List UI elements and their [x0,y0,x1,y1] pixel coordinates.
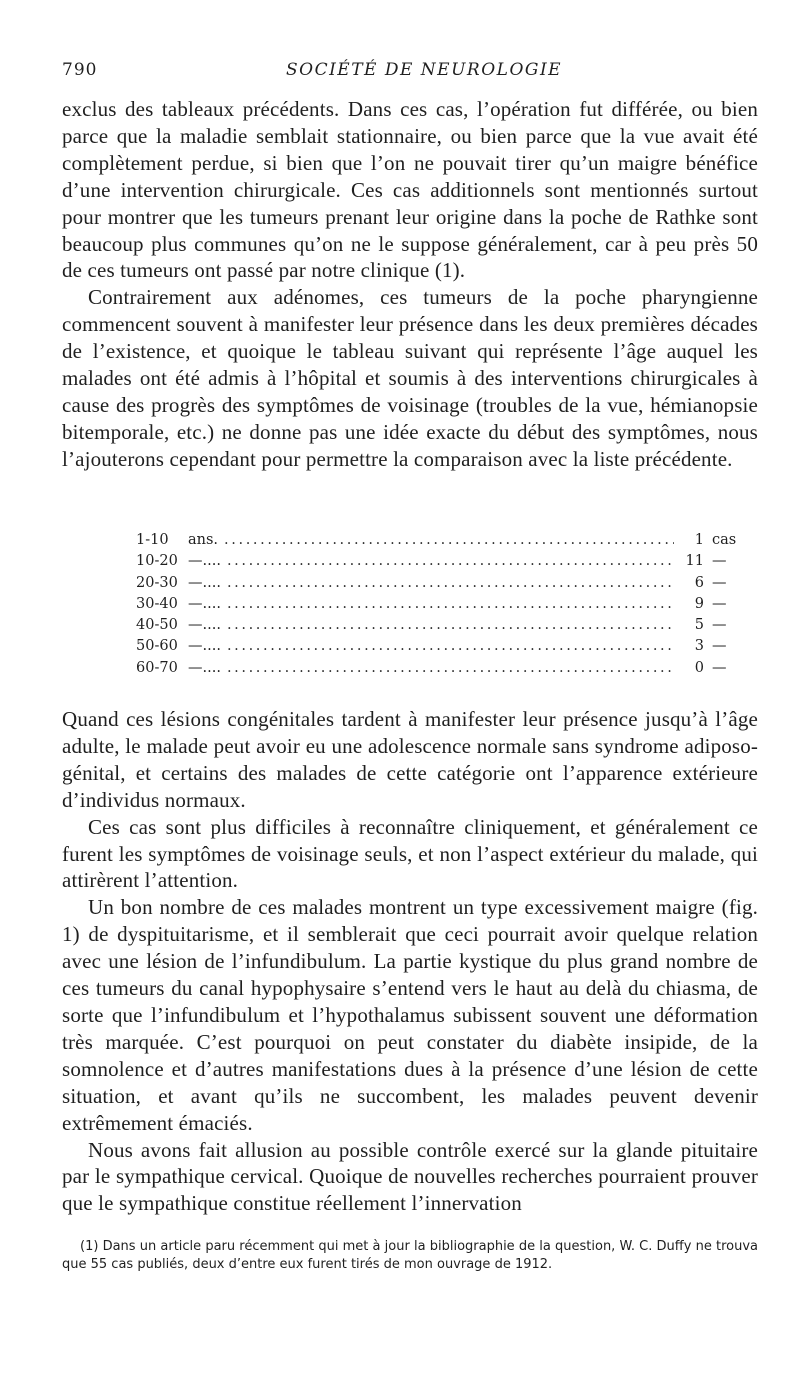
dot-leader [227,615,674,636]
table-row [136,615,756,636]
age-range: 60-70 [136,659,178,676]
case-label: cas [712,532,737,548]
case-count: 5 [694,617,704,634]
age-unit: —.... [188,617,221,634]
dot-leader [227,573,674,594]
age-range: 50-60 [136,638,178,655]
case-label: — [712,553,727,570]
age-unit: —.... [188,553,221,570]
running-title: SOCIÉTÉ DE NEUROLOGIE [286,60,563,80]
paragraph: exclus des tableaux précédents. Dans ces cas, l’opération fut différée, ou bien parce que la maladie semblait stationnaire, ou bien parce que la vue avait été complètement perdue, si bien que l’on ne pouvait tirer qu’un maigre bénéfice d’une intervention chirurgicale. Ces cas additionnels sont mentionnés surtout pour montrer que les tumeurs prenant leur origine dans la poche de Rathke sont beaucoup plus communes qu’on ne le suppose généralement, car à peu près 50 de ces tumeurs ont passé par notre clinique (1). [62,97,758,283]
dot-leader [227,594,674,615]
body-text-lower [62,706,758,1217]
table-row [136,530,756,551]
case-count: 6 [694,574,704,591]
paragraph: Ces cas sont plus difficiles à reconnaître cliniquement, et généralement ce furent les symptômes de voisinage seuls, et non l’aspect extérieur du malade, qui attirèrent l’attention. [62,814,758,893]
case-count: 1 [694,532,704,548]
case-count: 3 [694,638,704,655]
page-number: 790 [62,60,98,80]
age-unit: —.... [188,659,221,676]
dot-leader [227,551,674,572]
case-count: 11 [685,553,704,570]
table-row [136,573,756,594]
case-label: — [712,659,727,676]
table-row [136,594,756,615]
body-text-upper [62,96,758,473]
case-label: — [712,617,727,634]
table-row [136,551,756,572]
age-range: 10-20 [136,553,178,570]
age-distribution-table [136,530,756,679]
age-unit: ans. [188,532,219,548]
table-row [136,636,756,657]
age-unit: —.... [188,595,221,612]
age-unit: —.... [188,638,221,655]
paragraph: Quand ces lésions congénitales tardent à manifester leur présence jusqu’à l’âge adulte, le malade peut avoir eu une adolescence normale sans syndrome adiposo-génital, et certains des malades de cette catégorie ont l’apparence extérieure d’individus normaux. [62,707,758,812]
dot-leader [224,530,674,551]
case-label: — [712,638,727,655]
paragraph: Contrairement aux adénomes, ces tumeurs de la poche pharyngienne commencent souvent à manifester leur présence dans les deux premières décades de l’existence, et quoique le tableau suivant qui représente l’âge auquel les malades ont été admis à l’hôpital et soumis à des interventions chirurgicales à cause des progrès des symptômes de voisinage (troubles de la vue, hémianopsie bitemporale, etc.) ne donne pas une idée exacte du début des symptômes, nous l’ajouterons cependant pour permettre la comparaison avec la liste précédente. [62,285,758,471]
case-label: — [712,595,727,612]
footnote: (1) Dans un article paru récemment qui met à jour la bibliographie de la question, W. C. Duffy ne trouva que 55 cas publiés, deux d’entre eux furent tirés de mon ouvrage de 1912. [62,1239,758,1272]
case-count: 0 [694,659,704,676]
dot-leader [227,658,674,679]
case-label: — [712,574,727,591]
table-row [136,658,756,679]
age-range: 30-40 [136,595,178,612]
case-count: 9 [694,595,704,612]
paragraph: Un bon nombre de ces malades montrent un type excessivement maigre (fig. 1) de dyspituitarisme, et il semblerait que ceci pourrait avoir quelque relation avec une lésion de l’infundibulum. La partie kystique du plus grand nombre de ces tumeurs du canal hypophysaire s’entend vers le haut au delà du chiasma, de sorte que l’infundibulum et l’hypothalamus subissent souvent une déformation très marquée. C’est pourquoi on peut constater du diabète insipide, de la somnolence et d’autres manifestations dues à la présence d’une lésion de cette situation, et avant qu’ils ne succombent, les malades peuvent devenir extrêmement émaciés. [62,895,758,1135]
age-range: 20-30 [136,574,178,591]
age-range: 40-50 [136,617,178,634]
dot-leader [227,636,674,657]
age-range: 1-10 [136,532,169,548]
paragraph: Nous avons fait allusion au possible contrôle exercé sur la glande pituitaire par le sympathique cervical. Quoique de nouvelles recherches pourraient prouver que le sympathique constitue réellement l’innervation [62,1137,758,1216]
age-unit: —.... [188,574,221,591]
